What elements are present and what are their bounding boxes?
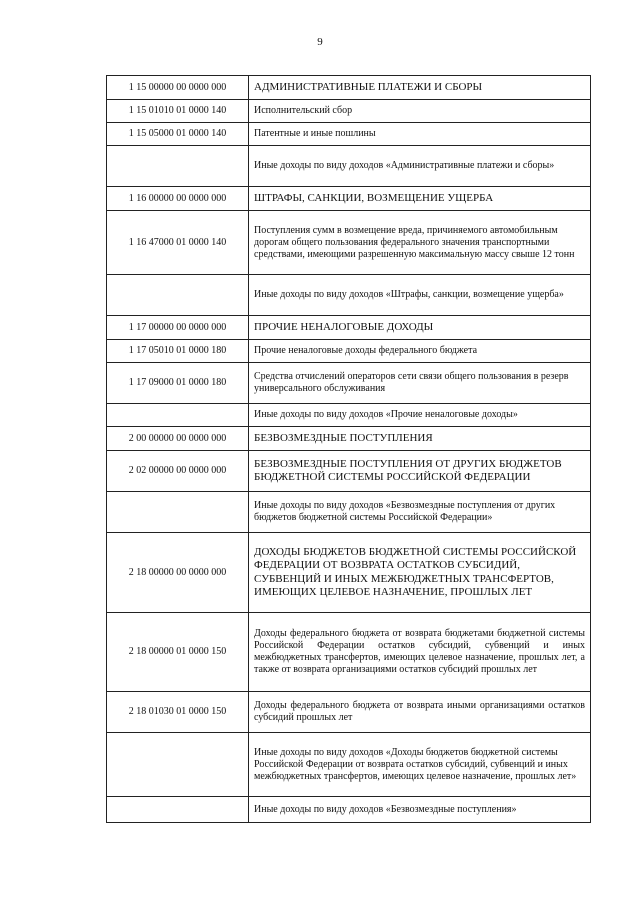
budget-code-cell: 2 00 00000 00 0000 000 xyxy=(107,427,249,451)
table-row xyxy=(107,613,591,692)
table-body xyxy=(107,76,591,823)
budget-code-cell: 2 02 00000 00 0000 000 xyxy=(107,451,249,492)
budget-code-cell xyxy=(107,275,249,316)
budget-code-cell xyxy=(107,492,249,533)
table-row xyxy=(107,404,591,427)
table-row xyxy=(107,451,591,492)
income-description-cell: Доходы федерального бюджета от возврата бюджетами бюджетной системы Российской Федерации остатков субсидий, субвенций и иных межбюджетных трансфертов, имеющих целевое назначение, прошлых лет, а также от возврата организациями остатков субсидий прошлых лет xyxy=(249,613,591,692)
table-row xyxy=(107,187,591,211)
income-description-cell: Исполнительский сбор xyxy=(249,100,591,123)
income-description-cell: Иные доходы по виду доходов «Безвозмездные поступления» xyxy=(249,797,591,823)
budget-code-cell: 2 18 00000 01 0000 150 xyxy=(107,613,249,692)
budget-code-cell: 1 17 00000 00 0000 000 xyxy=(107,316,249,340)
income-description-cell: Иные доходы по виду доходов «Административные платежи и сборы» xyxy=(249,146,591,187)
budget-code-cell: 1 16 00000 00 0000 000 xyxy=(107,187,249,211)
income-description-cell: Иные доходы по виду доходов «Штрафы, санкции, возмещение ущерба» xyxy=(249,275,591,316)
income-description-cell: БЕЗВОЗМЕЗДНЫЕ ПОСТУПЛЕНИЯ xyxy=(249,427,591,451)
table-row xyxy=(107,100,591,123)
income-description-cell: Иные доходы по виду доходов «Безвозмездные поступления от других бюджетов бюджетной системы Российской Федерации» xyxy=(249,492,591,533)
income-description-cell: Поступления сумм в возмещение вреда, причиняемого автомобильным дорогам общего пользования федерального значения транспортными средствами, имеющими разрешенную максимальную массу свыше 12 тонн xyxy=(249,211,591,275)
income-description-cell: ШТРАФЫ, САНКЦИИ, ВОЗМЕЩЕНИЕ УЩЕРБА xyxy=(249,187,591,211)
budget-code-cell xyxy=(107,797,249,823)
budget-code-cell: 1 16 47000 01 0000 140 xyxy=(107,211,249,275)
page-number: 9 xyxy=(317,36,323,48)
income-description-cell: Иные доходы по виду доходов «Доходы бюджетов бюджетной системы Российской Федерации от возврата остатков субсидий, субвенций и иных межбюджетных трансфертов, имеющих целевое назначение, прошлых лет» xyxy=(249,733,591,797)
table-row xyxy=(107,340,591,363)
table-row xyxy=(107,211,591,275)
table-row xyxy=(107,123,591,146)
income-description-cell: Доходы федерального бюджета от возврата иными организациями остатков субсидий прошлых лет xyxy=(249,692,591,733)
table-row xyxy=(107,363,591,404)
table-row xyxy=(107,692,591,733)
table-row xyxy=(107,733,591,797)
table-row xyxy=(107,797,591,823)
budget-code-cell: 1 15 01010 01 0000 140 xyxy=(107,100,249,123)
income-description-cell: АДМИНИСТРАТИВНЫЕ ПЛАТЕЖИ И СБОРЫ xyxy=(249,76,591,100)
income-description-cell: БЕЗВОЗМЕЗДНЫЕ ПОСТУПЛЕНИЯ ОТ ДРУГИХ БЮДЖЕТОВ БЮДЖЕТНОЙ СИСТЕМЫ РОССИЙСКОЙ ФЕДЕРАЦИИ xyxy=(249,451,591,492)
revenue-classification-table xyxy=(106,75,591,823)
budget-code-cell: 2 18 01030 01 0000 150 xyxy=(107,692,249,733)
table-row xyxy=(107,275,591,316)
income-description-cell: Средства отчислений операторов сети связи общего пользования в резерв универсального обслуживания xyxy=(249,363,591,404)
table-row xyxy=(107,533,591,613)
income-description-cell: ПРОЧИЕ НЕНАЛОГОВЫЕ ДОХОДЫ xyxy=(249,316,591,340)
budget-code-cell: 1 17 09000 01 0000 180 xyxy=(107,363,249,404)
table-row xyxy=(107,76,591,100)
table-row xyxy=(107,427,591,451)
budget-code-cell xyxy=(107,404,249,427)
table-row xyxy=(107,146,591,187)
table-row xyxy=(107,492,591,533)
income-description-cell: ДОХОДЫ БЮДЖЕТОВ БЮДЖЕТНОЙ СИСТЕМЫ РОССИЙСКОЙ ФЕДЕРАЦИИ ОТ ВОЗВРАТА ОСТАТКОВ СУБСИДИЙ, СУБВЕНЦИЙ И ИНЫХ МЕЖБЮДЖЕТНЫХ ТРАНСФЕРТОВ, ИМЕЮЩИХ ЦЕЛЕВОЕ НАЗНАЧЕНИЕ, ПРОШЛЫХ ЛЕТ xyxy=(249,533,591,613)
budget-code-cell: 1 17 05010 01 0000 180 xyxy=(107,340,249,363)
budget-code-cell xyxy=(107,146,249,187)
budget-code-cell: 1 15 05000 01 0000 140 xyxy=(107,123,249,146)
income-description-cell: Патентные и иные пошлины xyxy=(249,123,591,146)
income-description-cell: Прочие неналоговые доходы федерального бюджета xyxy=(249,340,591,363)
budget-code-cell: 1 15 00000 00 0000 000 xyxy=(107,76,249,100)
budget-code-cell xyxy=(107,733,249,797)
budget-code-cell: 2 18 00000 00 0000 000 xyxy=(107,533,249,613)
income-description-cell: Иные доходы по виду доходов «Прочие неналоговые доходы» xyxy=(249,404,591,427)
table-row xyxy=(107,316,591,340)
